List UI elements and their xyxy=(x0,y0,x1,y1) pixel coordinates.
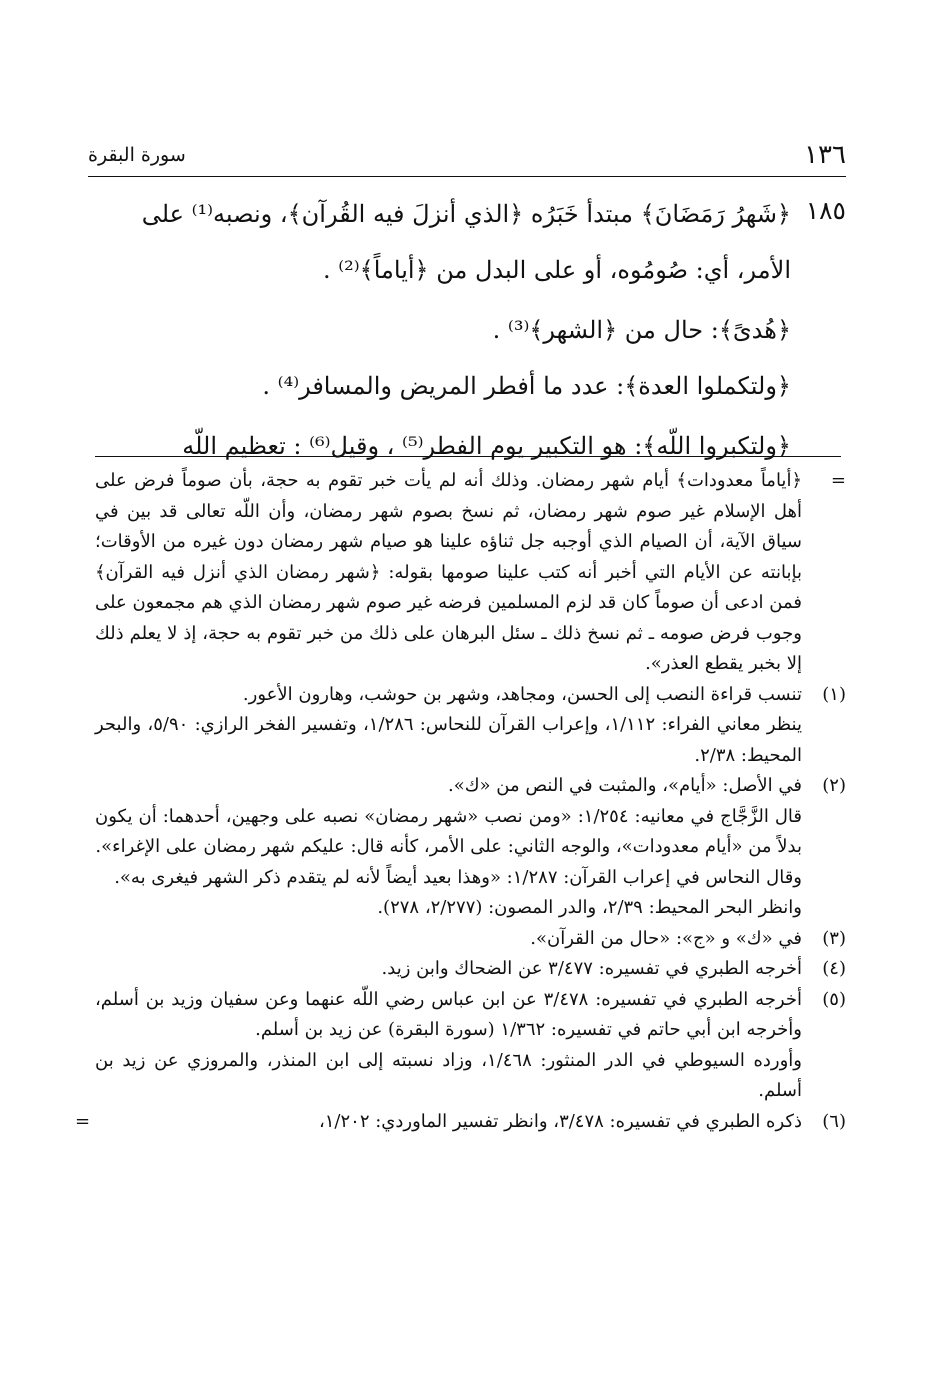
footnote-paragraph: وقال النحاس في إعراب القرآن: ١/٢٨٧: «وهذا بعيد أيضاً لأنه لم يتقدم ذكر الشهر فيغرى به». xyxy=(114,866,802,888)
footnote-4 xyxy=(95,954,846,985)
footnote-3 xyxy=(95,924,846,955)
footnote-number: (٥) xyxy=(822,988,846,1010)
page-header xyxy=(88,138,846,174)
footnote-paragraph: في «ك» و «ج»: «حال من القرآن». xyxy=(530,927,802,949)
main-text xyxy=(95,186,791,474)
header-divider xyxy=(88,176,846,177)
footnote-1 xyxy=(95,680,846,772)
main-text-line: الأمر، أي: صُومُوه، أو على البدل من ﴿أياماً﴾⁽²⁾ . xyxy=(322,256,791,284)
footnote-paragraph: أخرجه الطبري في تفسيره: ٣/٤٧٨ عن ابن عباس رضي اللّه عنهما وعن سفيان وزيد بن أسلم، وأخرجه ابن أبي حاتم في تفسيره: ١/٣٦٢ (سورة البقرة) عن زيد بن أسلم. xyxy=(95,988,802,1040)
footnote-paragraph: ذكره الطبري في تفسيره: ٣/٤٧٨، وانظر تفسير الماوردي: ١/٢٠٢، xyxy=(318,1110,802,1132)
footnote-paragraph: تنسب قراءة النصب إلى الحسن، ومجاهد، وشهر بن حوشب، وهارون الأعور. xyxy=(242,683,802,705)
footnote-6 xyxy=(75,1107,846,1138)
main-text-line: ﴿شَهرُ رَمَضَانَ﴾ مبتدأ خَبَرُه ﴿الذي أنزلَ فيه القُرآن﴾، ونصبه⁽¹⁾ على xyxy=(141,200,791,228)
footnote-number: (٤) xyxy=(822,958,846,979)
footnote-2 xyxy=(95,771,846,924)
footnote-paragraph: وانظر البحر المحيط: ٢/٣٩، والدر المصون: (٢/٢٧٧، ٢٧٨). xyxy=(377,897,802,918)
continuation-text: ﴿أياماً معدودات﴾ أيام شهر رمضان. وذلك أنه لم يأت خبر تقوم به حجة، بأن صوماً فرض على أهل الإسلام غير صوم شهر رمضان، ثم نسخ بصوم شهر رمضان، وأن اللّه تعالى قد بين في سياق الآية، أن الصيام الذي أوجبه جل ثناؤه علينا هو صيام شهر رمضان دون غيره من الأوقات؛ بإبانته عن الأيام التي أخبر أنه كتب علينا صومها بقوله: ﴿شهر رمضان الذي أنزل فيه القرآن﴾ فمن ادعى أن صوماً كان قد لزم المسلمين فرضه غير صوم شهر رمضان الذي هم مجمعون على وجوب فرض صومه ـ ثم نسخ ذلك ـ سئل البرهان على ذلك من خبر تقوم به حجة، إذ لا يعلم ذلك إلا بخبر يقطع العذر». xyxy=(95,470,802,674)
footnote-number: (٦) xyxy=(822,1110,846,1132)
footnote-continuation xyxy=(95,466,846,680)
footnote-paragraph: أخرجه الطبري في تفسيره: ٣/٤٧٧ عن الضحاك وابن زيد. xyxy=(381,958,802,979)
main-text-line: ﴿هُدىً﴾: حال من ﴿الشهر﴾⁽³⁾ . xyxy=(492,316,791,344)
footnote-number: (١) xyxy=(822,683,846,705)
footnote-paragraph: في الأصل: «أيام»، والمثبت في النص من «ك». xyxy=(447,775,802,796)
ayah-number: ١٨٥ xyxy=(805,196,846,225)
surah-name: سورة البقرة xyxy=(88,144,186,166)
continuation-mark: = xyxy=(75,1110,91,1132)
main-text-line: ﴿ولتكملوا العدة﴾: عدد ما أفطر المريض والمسافر⁽⁴⁾ . xyxy=(262,372,791,400)
footnote-paragraph: قال الزَّجَّاج في معانيه: ١/٢٥٤: «ومن نصب «شهر رمضان» نصبه على وجهين، أحدهما: أن يكون بدلاً من «أيام معدودات»، والوجه الثاني: على الأمر، كأنه قال: عليكم شهر رمضان على الإغراء». xyxy=(95,805,803,857)
footnote-number: (٢) xyxy=(822,775,846,796)
footnote-paragraph: ينظر معاني الفراء: ١/١١٢، وإعراب القرآن للنحاس: ١/٢٨٦، وتفسير الفخر الرازي: ٥/٩٠، والبحر المحيط: ٢/٣٨. xyxy=(95,714,802,766)
footnote-paragraph: وأورده السيوطي في الدر المنثور: ١/٤٦٨، وزاد نسبته إلى ابن المنذر، والمروزي عن زيد بن أسلم. xyxy=(95,1049,802,1101)
page-number: ١٣٦ xyxy=(804,140,846,170)
footnote-divider xyxy=(95,456,841,457)
footnote-number: (٣) xyxy=(822,927,846,949)
footnotes-section xyxy=(75,466,846,1137)
main-text-line: ﴿ولتكبروا اللّه﴾: هو التكبير يوم الفطر⁽⁵⁾ ، وقيل⁽⁶⁾ : تعظيم اللّه xyxy=(182,432,791,460)
continuation-mark: = xyxy=(830,470,846,491)
footnote-5 xyxy=(95,985,846,1107)
